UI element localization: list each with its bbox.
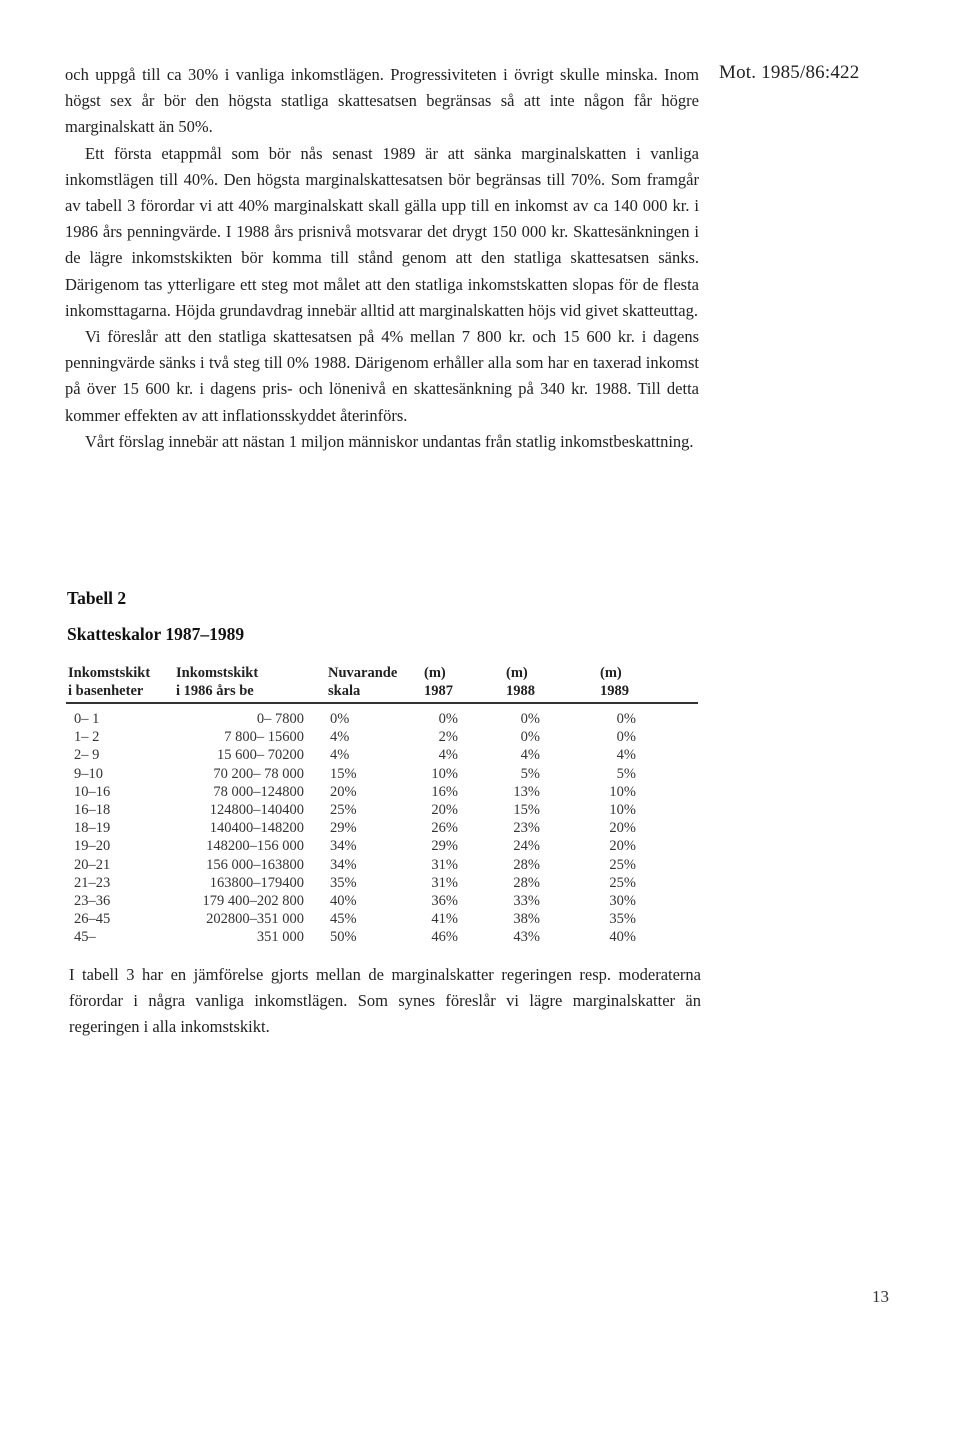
paragraph: Ett första etappmål som bör nås senast 1989 är att sänka marginalskatten i vanliga inkomstlägen till 40%. Den högsta marginalskattesatsen bör begränsas till 70%. Som framgår av tabell 3 förordar vi att 40% marginalskatt skall gälla upp till en inkomst av ca 140 000 kr. i 1986 års penningvärde. I 1988 års prisnivå motsvarar det drygt 150 000 kr. Skattesänkningen i de lägre inkomstskikten bör komma till stånd genom att den statliga skattesatsen sänks. Därigenom tas ytterligare ett steg mot målet att den statliga inkomstskatten slopas för de flesta inkomsttagarna. Höjda grundavdrag innebär alltid att marginalskatten höjs vid givet skatteuttag. — [65, 143, 699, 320]
table-row — [66, 837, 698, 855]
table-row — [66, 746, 698, 764]
table-cell: 20% — [431, 801, 458, 818]
table-cell: 31% — [431, 874, 458, 891]
table-cell: 15% — [330, 765, 357, 782]
paragraph: I tabell 3 har en jämförelse gjorts mellan de marginalskatter regeringen resp. moderaterna förordar i några vanliga inkomstlägen. Som synes föreslår vi lägre marginalskatter än regeringen i alla inkomstskikt. — [69, 965, 701, 1037]
column-header: (m) 1988 — [506, 665, 535, 699]
table-row — [66, 892, 698, 910]
table-cell: 0% — [438, 711, 458, 727]
column-header: Nuvarande skala — [328, 665, 398, 699]
table-cell: 35% — [330, 874, 357, 891]
table-header — [66, 662, 698, 704]
paragraph: och uppgå till ca 30% i vanliga inkomstlägen. Progressiviteten i övrigt skulle minska. Inom högst sex år bör den högsta statliga skattesatsen begränsas så att inte någon får högre marginalskatt än 50%. — [65, 65, 699, 137]
table-row — [66, 874, 698, 892]
table-cell: 70 200– 78 000 — [213, 765, 304, 782]
table-cell: 40% — [609, 929, 636, 946]
table-row — [66, 910, 698, 928]
table-cell: 124800–140400 — [209, 801, 304, 818]
table-row — [66, 710, 698, 728]
table-cell: 29% — [330, 820, 357, 837]
table-cell: 9–10 — [74, 765, 103, 782]
table-row — [66, 928, 698, 946]
table-cell: 0% — [520, 729, 540, 746]
table-cell: 25% — [609, 874, 636, 891]
table-cell: 4% — [330, 747, 350, 764]
table-cell: 15 600– 70200 — [217, 747, 304, 764]
table-cell: 4% — [438, 747, 458, 764]
table-cell: 16–18 — [74, 801, 111, 818]
body-text — [65, 62, 699, 455]
table-cell: 4% — [330, 729, 350, 746]
table-cell: 41% — [431, 911, 458, 928]
table-cell: 31% — [431, 856, 458, 873]
table-row — [66, 819, 698, 837]
table-row — [66, 765, 698, 783]
table-cell: 4% — [520, 747, 540, 764]
paragraph: Vårt förslag innebär att nästan 1 miljon människor undantas från statlig inkomstbeskattning. — [85, 431, 694, 451]
table-cell: 21–23 — [74, 874, 111, 891]
table-cell: 23% — [513, 820, 540, 837]
table-cell: 0% — [520, 711, 540, 727]
table-cell: 46% — [431, 929, 458, 946]
table-cell: 7 800– 15600 — [224, 729, 304, 746]
table-cell: 29% — [431, 838, 458, 855]
column-header: (m) 1987 — [424, 665, 453, 699]
table-cell: 28% — [513, 856, 540, 873]
table-cell: 34% — [330, 856, 357, 873]
table-cell: 13% — [513, 783, 540, 800]
table-cell: 202800–351 000 — [206, 911, 304, 928]
tax-scale-table — [66, 662, 698, 946]
table-cell: 140400–148200 — [209, 820, 304, 837]
table-cell: 5% — [520, 765, 540, 782]
table-cell: 156 000–163800 — [206, 856, 304, 873]
table-cell: 0% — [616, 729, 636, 746]
table-cell: 179 400–202 800 — [202, 892, 304, 909]
table-cell: 26% — [431, 820, 458, 837]
table-cell: 19–20 — [74, 838, 111, 855]
table-cell: 163800–179400 — [209, 874, 304, 891]
table-cell: 20% — [609, 838, 636, 855]
table-cell: 16% — [431, 783, 458, 800]
column-header: Inkomstskikt i 1986 års be — [176, 665, 259, 699]
table-cell: 25% — [330, 801, 357, 818]
table-cell: 20% — [330, 783, 357, 800]
table-cell: 0% — [616, 711, 636, 727]
table-row — [66, 728, 698, 746]
table-label: Tabell 2 — [67, 588, 127, 608]
table-cell: 20% — [609, 820, 636, 837]
table-cell: 35% — [609, 911, 636, 928]
column-header: (m) 1989 — [600, 665, 629, 699]
table-cell: 43% — [513, 929, 540, 946]
table-cell: 2– 9 — [74, 747, 100, 764]
table-cell: 2% — [438, 729, 458, 746]
table-cell: 4% — [616, 747, 636, 764]
table-cell: 18–19 — [74, 820, 111, 837]
table-cell: 5% — [616, 765, 636, 782]
table-cell: 30% — [609, 892, 636, 909]
table-row — [66, 783, 698, 801]
table-cell: 351 000 — [256, 929, 304, 946]
column-header: Inkomstskikt i basenheter — [68, 665, 151, 699]
table-cell: 0– 1 — [74, 711, 100, 727]
page-number: 13 — [872, 1287, 889, 1306]
closing-text — [69, 962, 701, 1041]
table-cell: 26–45 — [74, 911, 111, 928]
table-cell: 148200–156 000 — [206, 838, 304, 855]
table-row — [66, 856, 698, 874]
table-row — [66, 801, 698, 819]
table-body — [66, 704, 698, 946]
table-cell: 15% — [513, 801, 540, 818]
paragraph: Vi föreslår att den statliga skattesatsen på 4% mellan 7 800 kr. och 15 600 kr. i dagens penningvärde sänks i två steg till 0% 1988. Därigenom erhåller alla som har en taxerad inkomst på över 15 600 kr. i dagens pris- och lönenivå en skattesänkning på 340 kr. 1988. Till detta kommer effekten av att inflationsskyddet återinförs. — [65, 327, 699, 425]
table-cell: 33% — [513, 892, 540, 909]
table-cell: 36% — [431, 892, 458, 909]
table-cell: 24% — [513, 838, 540, 855]
table-cell: 45% — [330, 911, 357, 928]
table-cell: 0% — [330, 711, 350, 727]
table-cell: 23–36 — [74, 892, 111, 909]
table-cell: 50% — [330, 929, 357, 946]
table-cell: 28% — [513, 874, 540, 891]
table-cell: 38% — [513, 911, 540, 928]
table-cell: 78 000–124800 — [213, 783, 304, 800]
table-cell: 20–21 — [74, 856, 111, 873]
table-cell: 25% — [609, 856, 636, 873]
table-cell: 34% — [330, 838, 357, 855]
table-cell: 1– 2 — [74, 729, 100, 746]
table-title: Skatteskalor 1987–1989 — [67, 624, 245, 644]
table-cell: 0– 7800 — [256, 711, 304, 727]
table-cell: 10% — [609, 783, 636, 800]
table-cell: 45– — [74, 929, 96, 946]
table-cell: 40% — [330, 892, 357, 909]
table-cell: 10–16 — [74, 783, 111, 800]
table-cell: 10% — [609, 801, 636, 818]
table-cell: 10% — [431, 765, 458, 782]
document-reference: Mot. 1985/86:422 — [719, 62, 860, 83]
